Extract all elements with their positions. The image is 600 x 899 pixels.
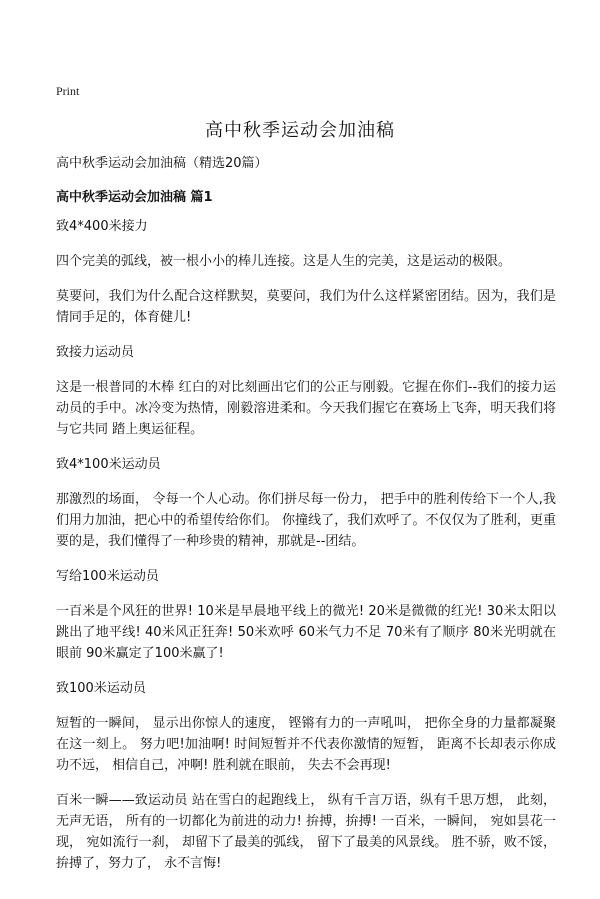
block-paragraph: 一百米是个风狂的世界! 10米是早晨地平线上的微光! 20米是微微的红光! 30米太阳以跳出了地平线! 40米风正狂奔! 50米欢呼 60米气力不足 70米有了顺序 80米光明就在眼前 90米赢定了100米赢了! <box>56 604 556 661</box>
article-body <box>56 216 556 888</box>
block-heading: 致4*400米接力 <box>56 219 148 234</box>
block-paragraph: 四个完美的弧线，被一根小小的棒儿连接。这是人生的完美，这是运动的极限。 <box>56 254 512 269</box>
block-paragraph: 百米一瞬——致运动员 站在雪白的起跑线上， 纵有千言万语，纵有千思万想， 此刻，无声无语， 所有的一切都化为前进的动力! 拚搏，拚搏! 一百米，一瞬间， 宛如昙花一现， 宛如流行一刹， 却留下了最美的弧线， 留下了最美的风景线。 胜不骄，败不馁， 拚搏了，努力了， 永不言悔! <box>56 793 556 871</box>
block-heading: 致100米运动员 <box>56 681 146 696</box>
block-heading: 致4*100米运动员 <box>56 457 161 472</box>
document-subtitle: 高中秋季运动会加油稿（精选20篇） <box>56 156 268 171</box>
block-paragraph: 莫要问，我们为什么配合这样默契，莫要问，我们为什么这样紧密团结。因为，我们是情同手足的，体育健儿! <box>56 289 556 325</box>
block-paragraph: 这是一根普同的木棒 红白的对比刻画出它们的公正与刚毅。它握在你们--我们的接力运动员的手中。冰冷变为热情，刚毅溶进柔和。今天我们握它在赛场上飞奔，明天我们将与它共同 踏上奥运征程。 <box>56 380 556 437</box>
block-heading: 写给100米运动员 <box>56 569 159 584</box>
block-paragraph: 那激烈的场面， 令每一个人心动。你们拼尽每一份力， 把手中的胜利传给下一个人,我们用力加油，把心中的希望传给你们。 你撞线了，我们欢呼了。不仅仅为了胜利，更重要的是，我们懂得了一种珍贵的精神，那就是--团结。 <box>56 492 556 549</box>
block-paragraph: 短暂的一瞬间， 显示出你惊人的速度， 铿锵有力的一声吼叫， 把你全身的力量都凝聚在这一刻上。 努力吧!加油啊! 时间短暂并不代表你激情的短暂， 距离不长却表示你成功不远， 相信自己，冲啊! 胜利就在眼前， 失去不会再现! <box>56 716 556 773</box>
print-label: Print <box>56 84 80 98</box>
block-heading: 致接力运动员 <box>56 345 135 360</box>
document-title: 高中秋季运动会加油稿 <box>205 120 395 141</box>
section-heading: 高中秋季运动会加油稿 篇1 <box>56 190 213 205</box>
